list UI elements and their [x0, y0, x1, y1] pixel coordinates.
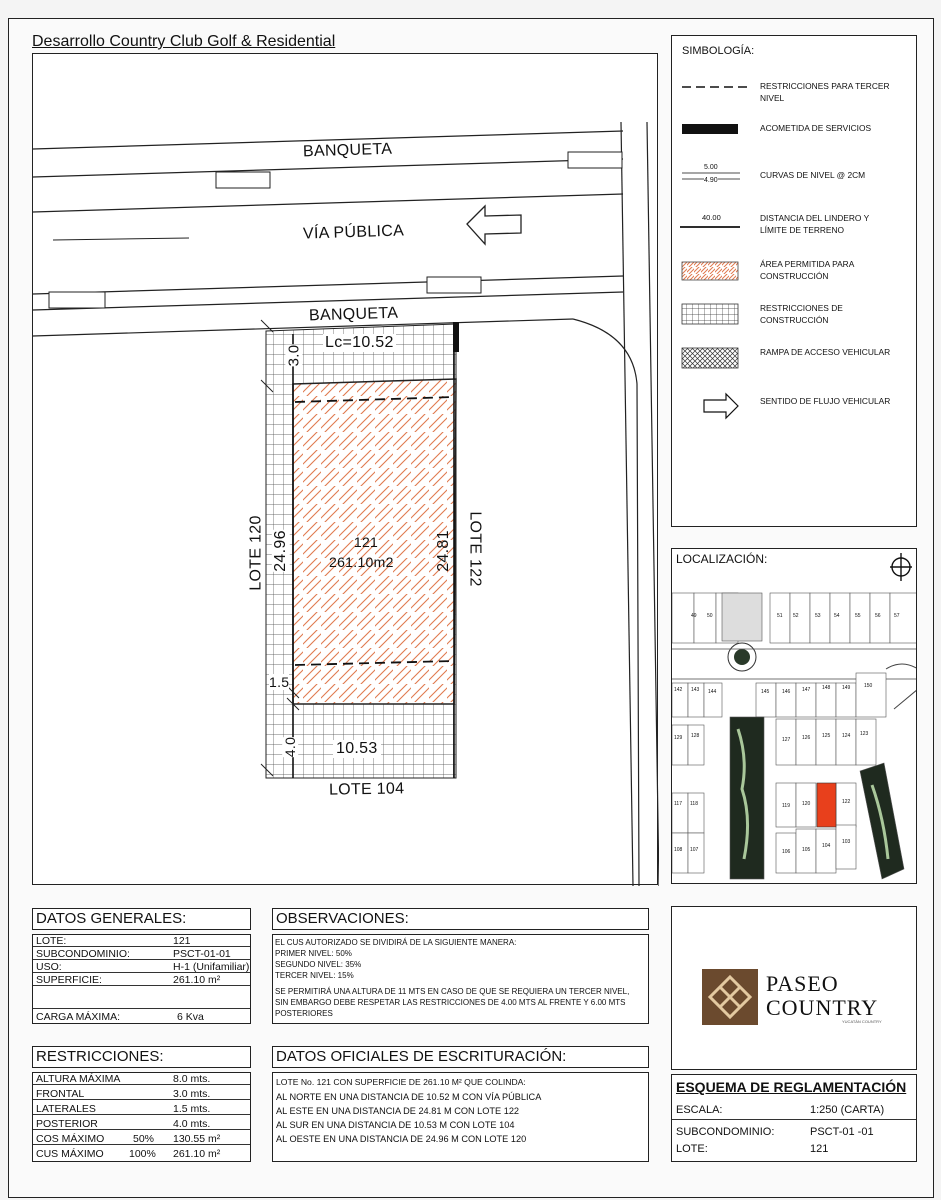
symbology-item: ÁREA PERMITIDA PARA CONSTRUCCIÓN	[680, 258, 912, 288]
lot-label: 118	[690, 801, 698, 807]
lot-label: 103	[842, 839, 851, 845]
lot-label: 105	[802, 847, 811, 853]
symbology-item: 5.00 4.90 CURVAS DE NIVEL @ 2CM	[680, 164, 912, 190]
lot-label: 126	[802, 735, 811, 741]
lot-label: 117	[674, 801, 682, 807]
lot-label: 52	[793, 613, 799, 619]
observaciones-header: OBSERVACIONES:	[272, 908, 649, 930]
right-length-label: 24.81	[434, 530, 452, 572]
right-neighbor-label: LOTE 122	[466, 511, 484, 587]
lot-label: 104	[822, 843, 831, 849]
lot-label: 49	[691, 613, 697, 619]
highlighted-lot	[817, 783, 836, 827]
dashed-line-icon	[680, 80, 750, 94]
symbology-item: 40.00 DISTANCIA DEL LINDERO Y LÍMITE DE TERRENO	[680, 212, 912, 240]
symbology-item: RESTRICCIONES DE CONSTRUCCIÓN	[680, 302, 912, 332]
rear-setback-label: 4.0	[282, 736, 299, 758]
lot-label: 122	[842, 799, 851, 805]
lot-label: 148	[822, 685, 831, 691]
symbology-item: RESTRICCIONES PARA TERCER NIVEL	[680, 80, 912, 110]
location-map-drawing	[672, 549, 917, 884]
lot-number-label: 121	[353, 534, 379, 550]
lot-label: 120	[802, 801, 811, 807]
lc-label: Lc=10.52	[325, 334, 394, 351]
lot-label: 142	[674, 687, 683, 693]
lot-label: 147	[802, 687, 811, 693]
location-map	[671, 548, 917, 884]
esquema-title: ESQUEMA DE REGLAMENTACIÓN	[676, 1079, 907, 1095]
front-setback-label: 3.0	[285, 344, 303, 367]
lot-label: 128	[691, 733, 700, 739]
restricciones-table: ALTURA MÁXIMA 8.0 mts. FRONTAL 3.0 mts. LATERALES 1.5 mts. POSTERIOR 4.0 mts. COS MÁXIMO 50% 130.55 m² CUS MÁXIMO 100% 261.10 m²	[32, 1072, 251, 1162]
rear-length-label: 10.53	[333, 740, 381, 758]
black-bar-icon	[680, 122, 750, 136]
symbology-item: ACOMETIDA DE SERVICIOS	[680, 122, 912, 152]
observaciones-box: EL CUS AUTORIZADO SE DIVIDIRÁ DE LA SIGUIENTE MANERA: PRIMER NIVEL: 50% SEGUNDO NIVEL: 35% TERCER NIVEL: 15% SE PERMITIRÁ UNA ALTURA DE 11 MTS EN CASO DE QUE SE REQUIERA UN TERCER NIVEL, SIN EMBARGO DEBE RESPETAR LAS RESTRICCIONES DE 4.00 MTS AL FRENTE Y 6.00 MTS POSTERIORES	[272, 934, 649, 1024]
brand-panel	[671, 906, 917, 1070]
brand-tagline: YUCATÁN COUNTRY	[842, 1019, 882, 1024]
banqueta-top-label: BANQUETA	[302, 140, 393, 161]
grid-pattern-icon	[680, 302, 750, 326]
lot-label: 106	[782, 849, 791, 855]
lot-label: 108	[674, 847, 683, 853]
site-plan	[32, 53, 658, 885]
lot-label: 124	[842, 733, 851, 739]
lot-label: 57	[894, 613, 900, 619]
left-neighbor-label: LOTE 120	[247, 515, 265, 591]
lot-label: 127	[782, 737, 791, 743]
symbology-item: RAMPA DE ACCESO VEHICULAR	[680, 346, 912, 376]
lot-label: 145	[761, 689, 770, 695]
symbology-title: SIMBOLOGÍA:	[682, 45, 755, 57]
datos-generales-table: LOTE: 121 SUBCONDOMINIO: PSCT-01-01 USO: H-1 (Unifamiliar) SUPERFICIE: 261.10 m² CARGA MÁXIMA: 6 Kva	[32, 934, 251, 1024]
boundary-line-icon	[680, 222, 750, 232]
lot-label: 56	[875, 613, 881, 619]
datos-generales-header: DATOS GENERALES:	[32, 908, 251, 930]
banqueta-bottom-label: BANQUETA	[308, 304, 399, 325]
lot-label: 150	[864, 683, 873, 689]
brand-line1: PASEO	[766, 971, 839, 996]
lot-label: 149	[842, 685, 851, 691]
datos-oficiales-box: LOTE No. 121 CON SUPERFICIE DE 261.10 M² QUE COLINDA: AL NORTE EN UNA DISTANCIA DE 10.52 M CON VÍA PÚBLICA AL ESTE EN UNA DISTANCIA DE 24.81 M CON LOTE 122 AL SUR EN UNA DISTANCIA DE 10.53 M CON LOTE 104 AL OESTE EN UNA DISTANCIA DE 24.96 M CON LOTE 120	[272, 1072, 649, 1162]
lot-label: 123	[860, 731, 869, 737]
lot-label: 144	[708, 689, 717, 695]
lot-label: 51	[777, 613, 783, 619]
lot-label: 55	[855, 613, 861, 619]
lot-label: 129	[674, 735, 683, 741]
esquema-table: ESQUEMA DE REGLAMENTACIÓN ESCALA: 1:250 (CARTA) SUBCONDOMINIO: PSCT-01 -01 LOTE: 121	[671, 1074, 917, 1162]
site-plan-drawing	[33, 54, 659, 886]
via-publica-label: VÍA PÚBLICA	[302, 222, 405, 243]
lot-label: 54	[834, 613, 840, 619]
lot-label: 53	[815, 613, 821, 619]
left-length-label: 24.96	[271, 530, 289, 572]
datos-oficiales-header: DATOS OFICIALES DE ESCRITURACIÓN:	[272, 1046, 649, 1068]
lot-label: 143	[691, 687, 700, 693]
page-title: Desarrollo Country Club Golf & Residential	[32, 33, 336, 50]
brand-line2: COUNTRY	[766, 995, 879, 1020]
lot-label: 119	[782, 803, 790, 809]
lot-label: 107	[690, 847, 699, 853]
brand-logo-icon	[702, 969, 758, 1025]
restricciones-header: RESTRICCIONES:	[32, 1046, 251, 1068]
side-setback-label: 1.5	[269, 674, 290, 690]
arrow-right-icon	[700, 392, 744, 420]
rear-neighbor-label: LOTE 104	[328, 780, 405, 799]
crosshatch-pattern-icon	[680, 346, 750, 370]
symbology-item: SENTIDO DE FLUJO VEHICULAR	[680, 392, 912, 422]
location-title: LOCALIZACIÓN:	[676, 552, 768, 566]
hatch-orange-icon	[680, 260, 750, 282]
lot-label: 125	[822, 733, 831, 739]
lot-label: 50	[707, 613, 713, 619]
lot-area-label: 261.10m2	[329, 554, 394, 570]
lot-label: 146	[782, 689, 791, 695]
